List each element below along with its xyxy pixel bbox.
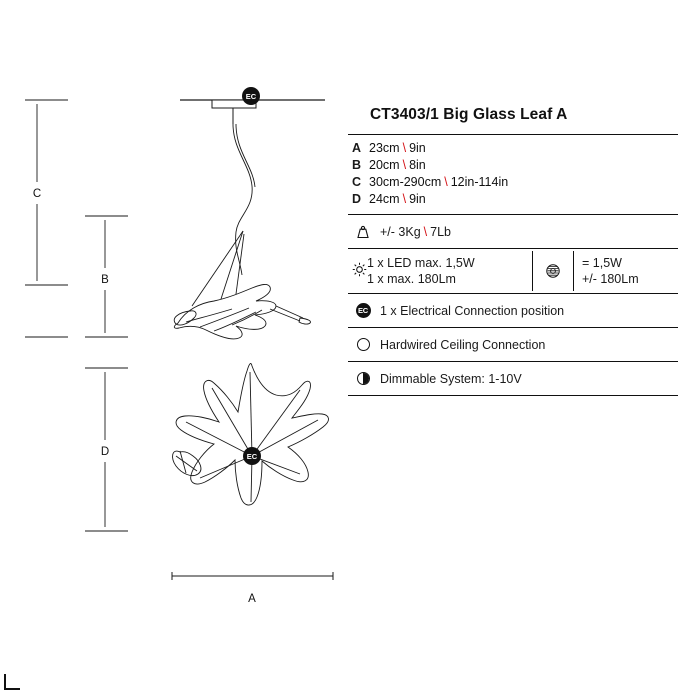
corner-registration-mark [4, 674, 20, 690]
leaf-side-view [174, 231, 310, 339]
dimension-metric: 23cm [369, 141, 400, 155]
dimension-letter: B [352, 158, 362, 172]
dimension-imperial: 8in [409, 158, 426, 172]
weight-row [348, 215, 678, 248]
ec-badge-icon: EC [352, 303, 374, 318]
dimension-row-d [348, 191, 678, 208]
ceiling-connection-row [348, 328, 678, 361]
electrical-connection-row [348, 294, 678, 327]
weight-imperial: 7Lb [430, 224, 451, 239]
dimension-row-c [348, 174, 678, 191]
dimension-label-b: B [101, 274, 109, 286]
dimmable-icon [352, 372, 374, 385]
dimension-label-a: A [248, 593, 256, 605]
separator-slash: \ [423, 224, 428, 239]
socket-icon [532, 251, 574, 291]
dimension-imperial: 9in [409, 141, 426, 155]
svg-text:EC: EC [245, 92, 257, 101]
weight-icon [352, 225, 374, 239]
divider [348, 395, 678, 396]
specification-panel [348, 100, 678, 396]
dimension-row-b [348, 157, 678, 174]
ceiling-connection-icon [352, 338, 374, 351]
ec-marker-canopy [242, 87, 260, 105]
separator-slash: \ [444, 175, 448, 189]
lamp-line-1: 1 x LED max. 1,5W [367, 256, 475, 270]
weight-metric: +/- 3Kg [380, 224, 421, 239]
dimensions-list [348, 135, 678, 214]
page-title: CT3403/1 Big Glass Leaf A [370, 106, 568, 123]
lamp-line-2: 1 x max. 180Lm [367, 272, 456, 286]
dimension-a [172, 572, 333, 580]
dimension-arrows [37, 104, 105, 527]
ec-marker-leaf [243, 447, 261, 465]
dimension-imperial: 12in-114in [450, 175, 509, 189]
leaf-top-view [173, 364, 329, 506]
separator-slash: \ [402, 141, 407, 155]
bulb-icon [352, 262, 367, 280]
dimension-metric: 24cm [369, 192, 400, 206]
dimension-imperial: 9in [409, 192, 426, 206]
dimension-ticks [25, 100, 128, 531]
dimension-row-a [348, 140, 678, 157]
dimension-metric: 20cm [369, 158, 400, 172]
dimension-letter: C [352, 175, 362, 189]
dimension-letter: A [352, 141, 362, 155]
separator-slash: \ [402, 158, 407, 172]
separator-slash: \ [402, 192, 407, 206]
electrical-connection-label: 1 x Electrical Connection position [380, 303, 565, 318]
dimmable-row [348, 362, 678, 395]
svg-text:EC: EC [246, 452, 258, 461]
total-power: = 1,5W [582, 256, 622, 270]
dimension-label-c: C [32, 188, 42, 200]
total-lumen: +/- 180Lm [582, 272, 639, 286]
dimension-label-d: D [100, 446, 110, 458]
ceiling-connection-label: Hardwired Ceiling Connection [380, 337, 546, 352]
dimmable-label: Dimmable System: 1-10V [380, 371, 522, 386]
dimension-metric: 30cm-290cm [369, 175, 442, 189]
dimension-letter: D [352, 192, 362, 206]
lamp-row [348, 249, 678, 293]
product-technical-drawing [0, 0, 345, 700]
